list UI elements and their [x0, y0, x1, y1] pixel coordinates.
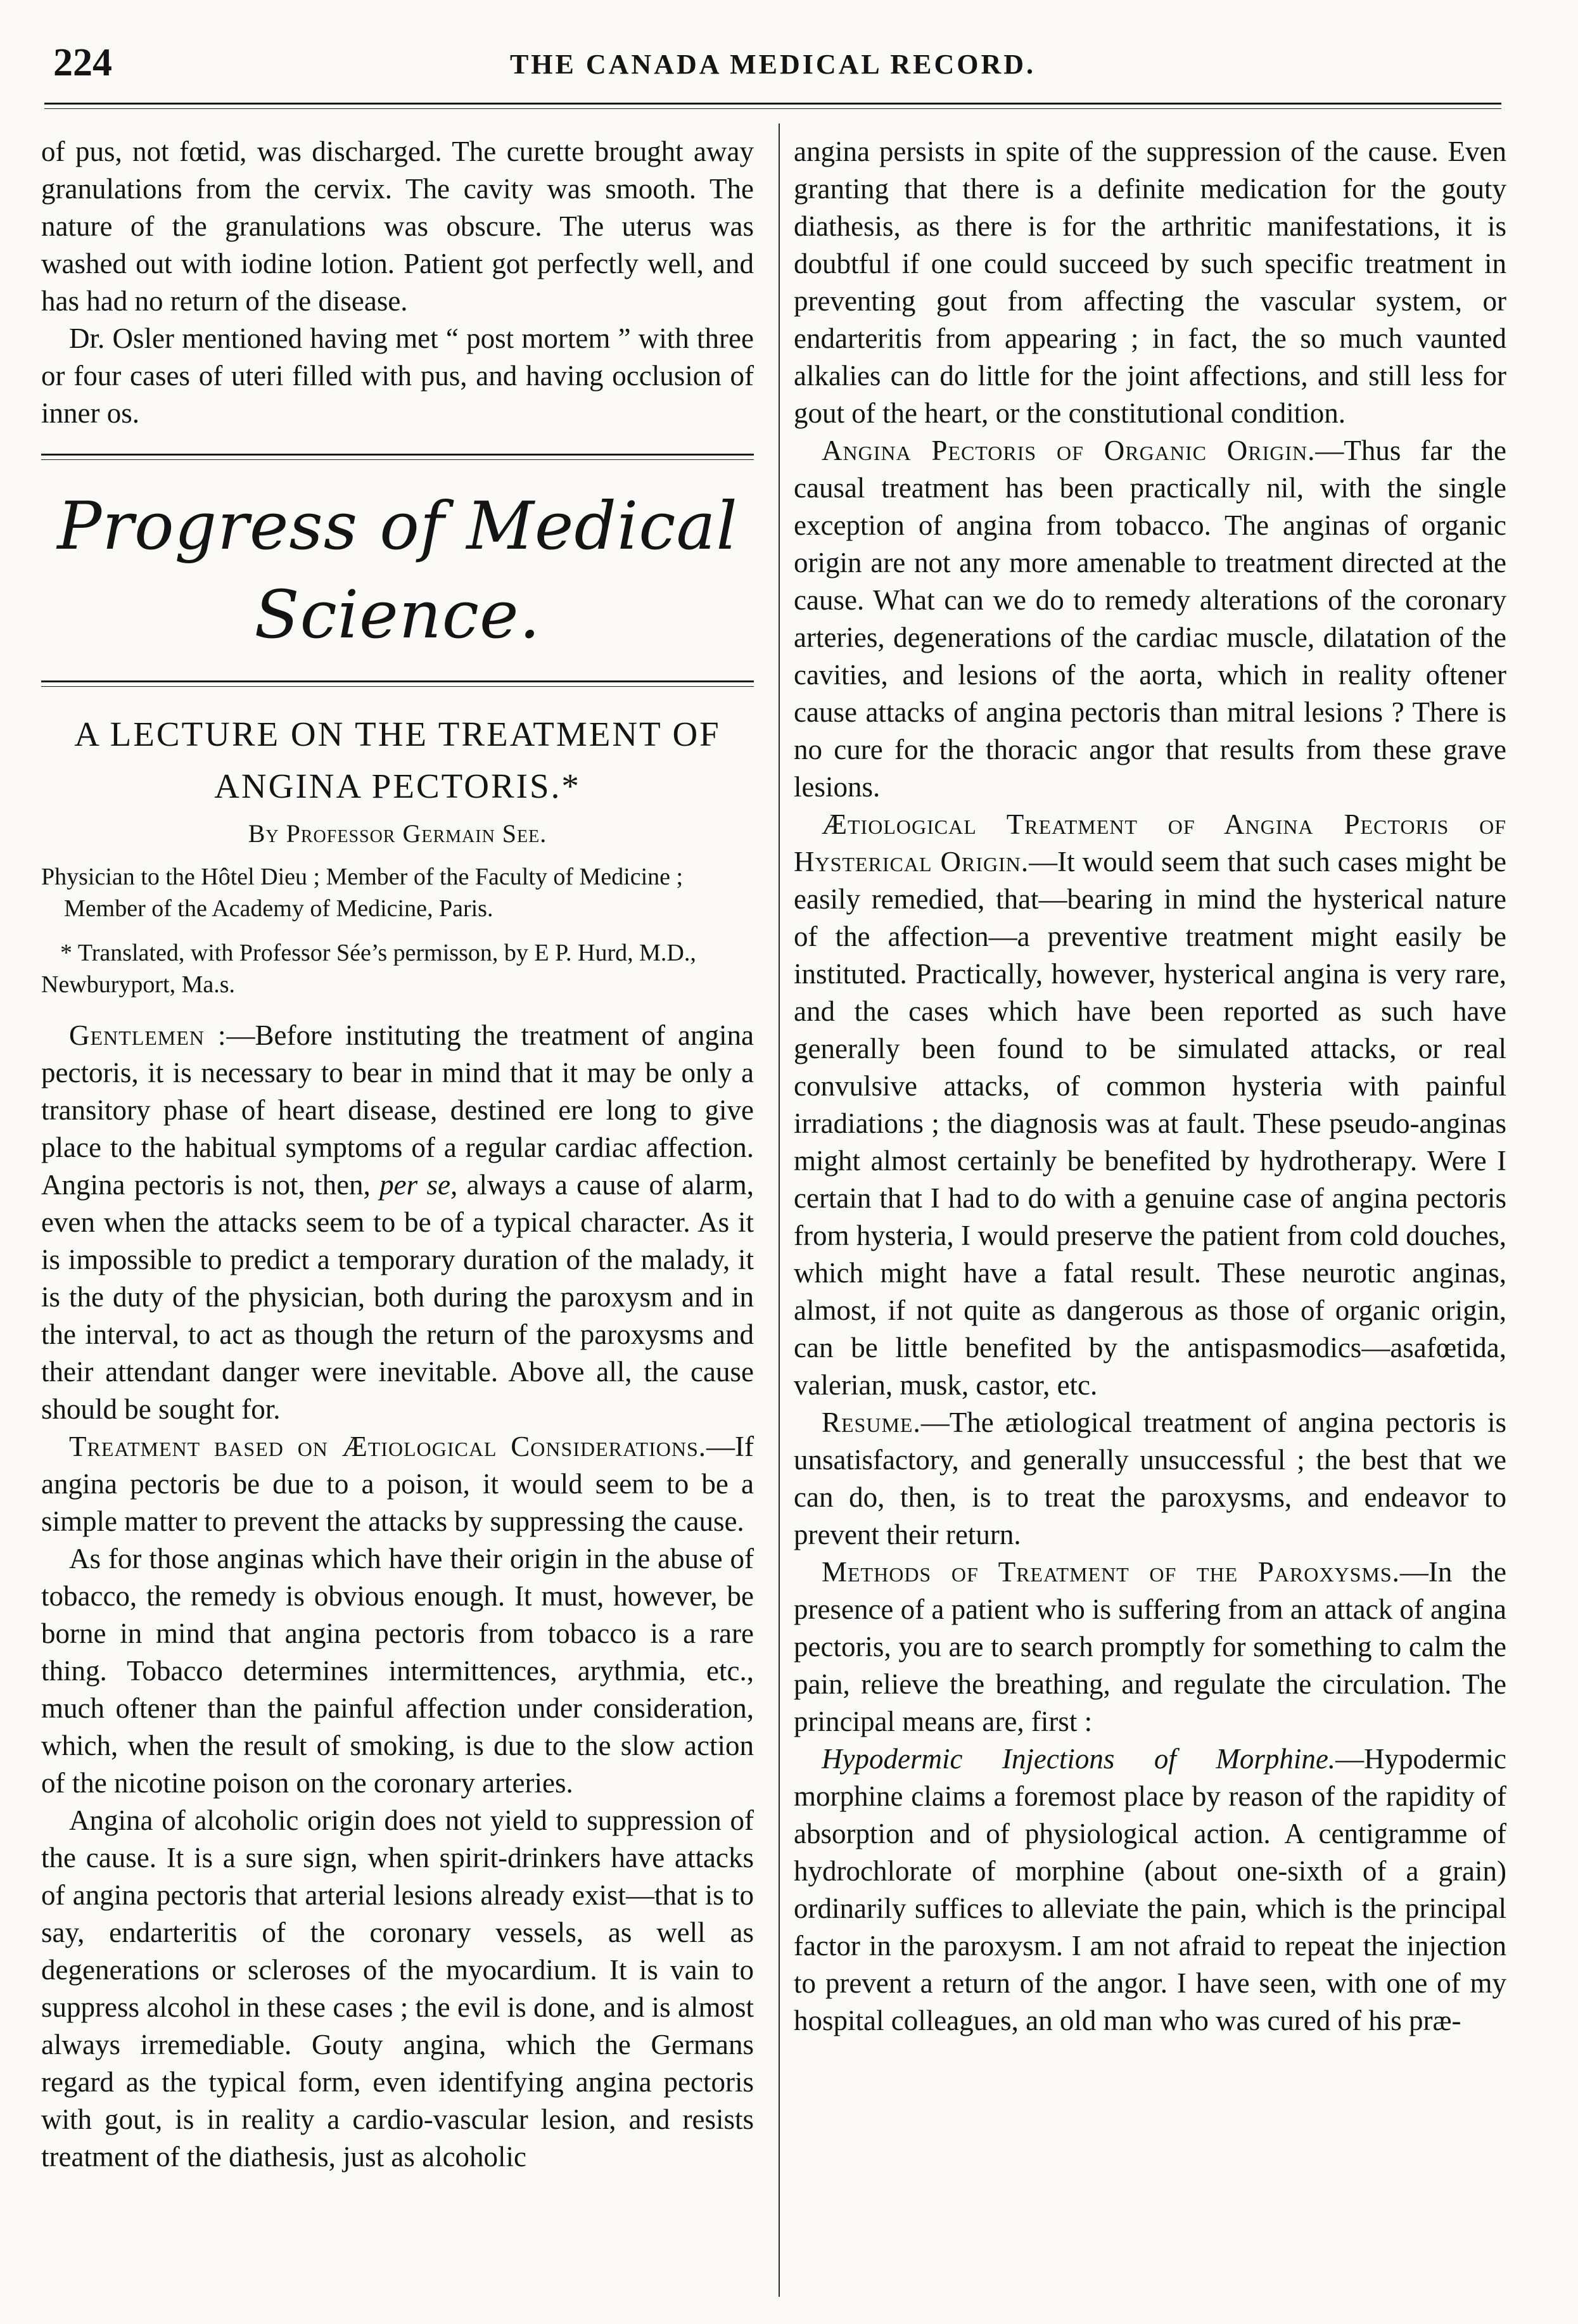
section-rule-top: [41, 454, 754, 460]
page-number: 224: [53, 41, 112, 84]
paragraph: Dr. Osler mentioned having met “ post mortem ” with three or four cases of uteri filled with pus, and having occlusion of inner os.: [41, 322, 754, 429]
paragraph: Angina Pectoris of Organic Origin.—Thus far the causal treatment has been practically nil, with the single exception of angina from tobacco. The anginas of organic origin are not any more amenable to treatment directed at the cause. What can we do to remedy alterations of the coronary arteries, degenerations of the cardiac muscle, dilatation of the cavities, and lesions of the aorta, which in reality oftener cause attacks of angina pectoris than mitral lesions ? There is no cure for the thoracic angor that results from these grave lesions.: [794, 435, 1506, 803]
run-in-heading: Resume.: [822, 1407, 921, 1438]
header-rule: [44, 103, 1501, 109]
section-title: Progress of Medical Science.: [57, 487, 738, 653]
paragraph: Resume.—The ætiological treatment of angina pectoris is unsatisfactory, and generally unsuccessful ; the best that we can do, then, is to treat the paroxysms, and endeavor to prevent their return.: [794, 1407, 1506, 1550]
paragraph: Hypodermic Injections of Morphine.—Hypodermic morphine claims a foremost place by reason of the rapidity of absorption and of physiological action. A centigramme of hydrochlorate of morphine (about one-sixth of a grain) ordinarily suffices to alleviate the pain, which is the principal factor in the paroxysm. I am not afraid to repeat the injection to prevent a return of the angor. I have seen, with one of my hospital colleagues, an old man who was cured of his præ-: [794, 1743, 1506, 2036]
paragraph: angina persists in spite of the suppression of the cause. Even granting that there is a definite medication for the gouty diathesis, as there is for the arthritic manifestations, it is doubtful if one could succeed by such specific treatment in preventing gout from affecting the vascular system, or endarteritis from appearing ; in fact, the so much vaunted alkalies can do little for the joint affections, and still less for gout of the heart, or the constitutional condition.: [794, 136, 1506, 429]
run-in-heading: Angina Pectoris of Organic Origin.: [822, 435, 1316, 466]
left-column: [41, 133, 754, 2300]
paragraph: of pus, not fœtid, was discharged. The curette brought away granulations from the cervix. The cavity was smooth. The nature of the granulations was obscure. The uterus was washed out with iodine lotion. Patient got perfectly well, and has had no return of the disease.: [41, 136, 754, 317]
right-column: [794, 133, 1506, 2300]
paragraph: As for those anginas which have their origin in the abuse of tobacco, the remedy is obvious enough. It must, however, be borne in mind that angina pectoris from tobacco is a rare thing. Tobacco determines intermittences, arythmia, etc., much oftener than the painful affection under consideration, which, when the result of smoking, is due to the slow action of the nicotine poison on the coronary arteries.: [41, 1543, 754, 1799]
paragraph: Methods of Treatment of the Paroxysms.—In the presence of a patient who is suffering from an attack of angina pectoris, you are to search promptly for something to calm the pain, relieve the breathing, and regulate the circulation. The principal means are, first :: [794, 1556, 1506, 1737]
footnote: * Translated, with Professor Sée’s permisson, by E P. Hurd, M.D., Newburyport, Ma.s.: [41, 940, 696, 998]
column-divider: [779, 124, 780, 2297]
author-affiliation: Physician to the Hôtel Dieu ; Member of the Faculty of Medicine ; Member of the Academy of Medicine, Paris.: [41, 864, 684, 922]
byline: By Professor Germain See.: [248, 819, 547, 848]
run-in-heading: Methods of Treatment of the Paroxysms.: [822, 1556, 1400, 1588]
paragraph: Treatment based on Ætiological Considerations.—If angina pectoris be due to a poison, it would seem to be a simple matter to prevent the attacks by suppressing the cause.: [41, 1431, 754, 1537]
paragraph: Angina of alcoholic origin does not yield to suppression of the cause. It is a sure sign, when spirit-drinkers have attacks of angina pectoris that arterial lesions already exist—that is to say, endarteritis of the coronary vessels, as well as degenerations or scleroses of the myocardium. It is vain to suppress alcohol in these cases ; the evil is done, and is almost always irremediable. Gouty angina, which the Germans regard as the typical form, even identifying angina pectoris with gout, is in reality a cardio-vascular lesion, and resists treatment of the diathesis, just as alcoholic: [41, 1804, 754, 2173]
paragraph: Gentlemen :—Before instituting the treatment of angina pectoris, it is necessary to bear in mind that it may be only a transitory phase of heart disease, destined ere long to give place to the habitual symptoms of a regular cardiac affection. Angina pectoris is not, then, per se, always a cause of alarm, even when the attacks seem to be of a typical character. As it is impossible to predict a temporary duration of the malady, it is the duty of the physician, both during the paroxysm and in the interval, to act as though the return of the paroxysms and their attendant danger were inevitable. Above all, the cause should be sought for.: [41, 1019, 754, 1425]
article-title: A LECTURE ON THE TREATMENT OF ANGINA PECTORIS.*: [74, 715, 721, 805]
page-header: [44, 37, 1501, 94]
run-in-heading: Treatment based on Ætiological Considerations.: [69, 1431, 707, 1462]
paragraph: Ætiological Treatment of Angina Pectoris of Hysterical Origin.—It would seem that such cases might be easily remedied, that—bearing in mind the hysterical nature of the affection—a preventive treatment might easily be instituted. Practically, however, hysterical angina is very rare, and the cases which have been reported as such have generally been found to be simulated attacks, or real convulsive attacks, of common hysteria with painful irradiations ; the diagnosis was at fault. These pseudo-anginas might almost certainly be benefited by hydrotherapy. Were I certain that I had to do with a genuine case of angina pectoris from hysteria, I would preserve the patient from cold douches, which might have a fatal result. These neurotic anginas, almost, if not quite as dangerous as those of organic origin, can be little benefited by the antispasmodics—asafœtida, valerian, musk, castor, etc.: [794, 808, 1506, 1401]
section-rule-bottom: [41, 680, 754, 687]
run-in-heading: Gentlemen :: [69, 1019, 227, 1051]
run-in-heading: Hypodermic Injections of Morphine.: [822, 1743, 1336, 1775]
run-in-heading: Ætiological Treatment of Angina Pectoris of Hysterical Origin.: [794, 808, 1506, 878]
running-head: THE CANADA MEDICAL RECORD.: [509, 49, 1036, 80]
